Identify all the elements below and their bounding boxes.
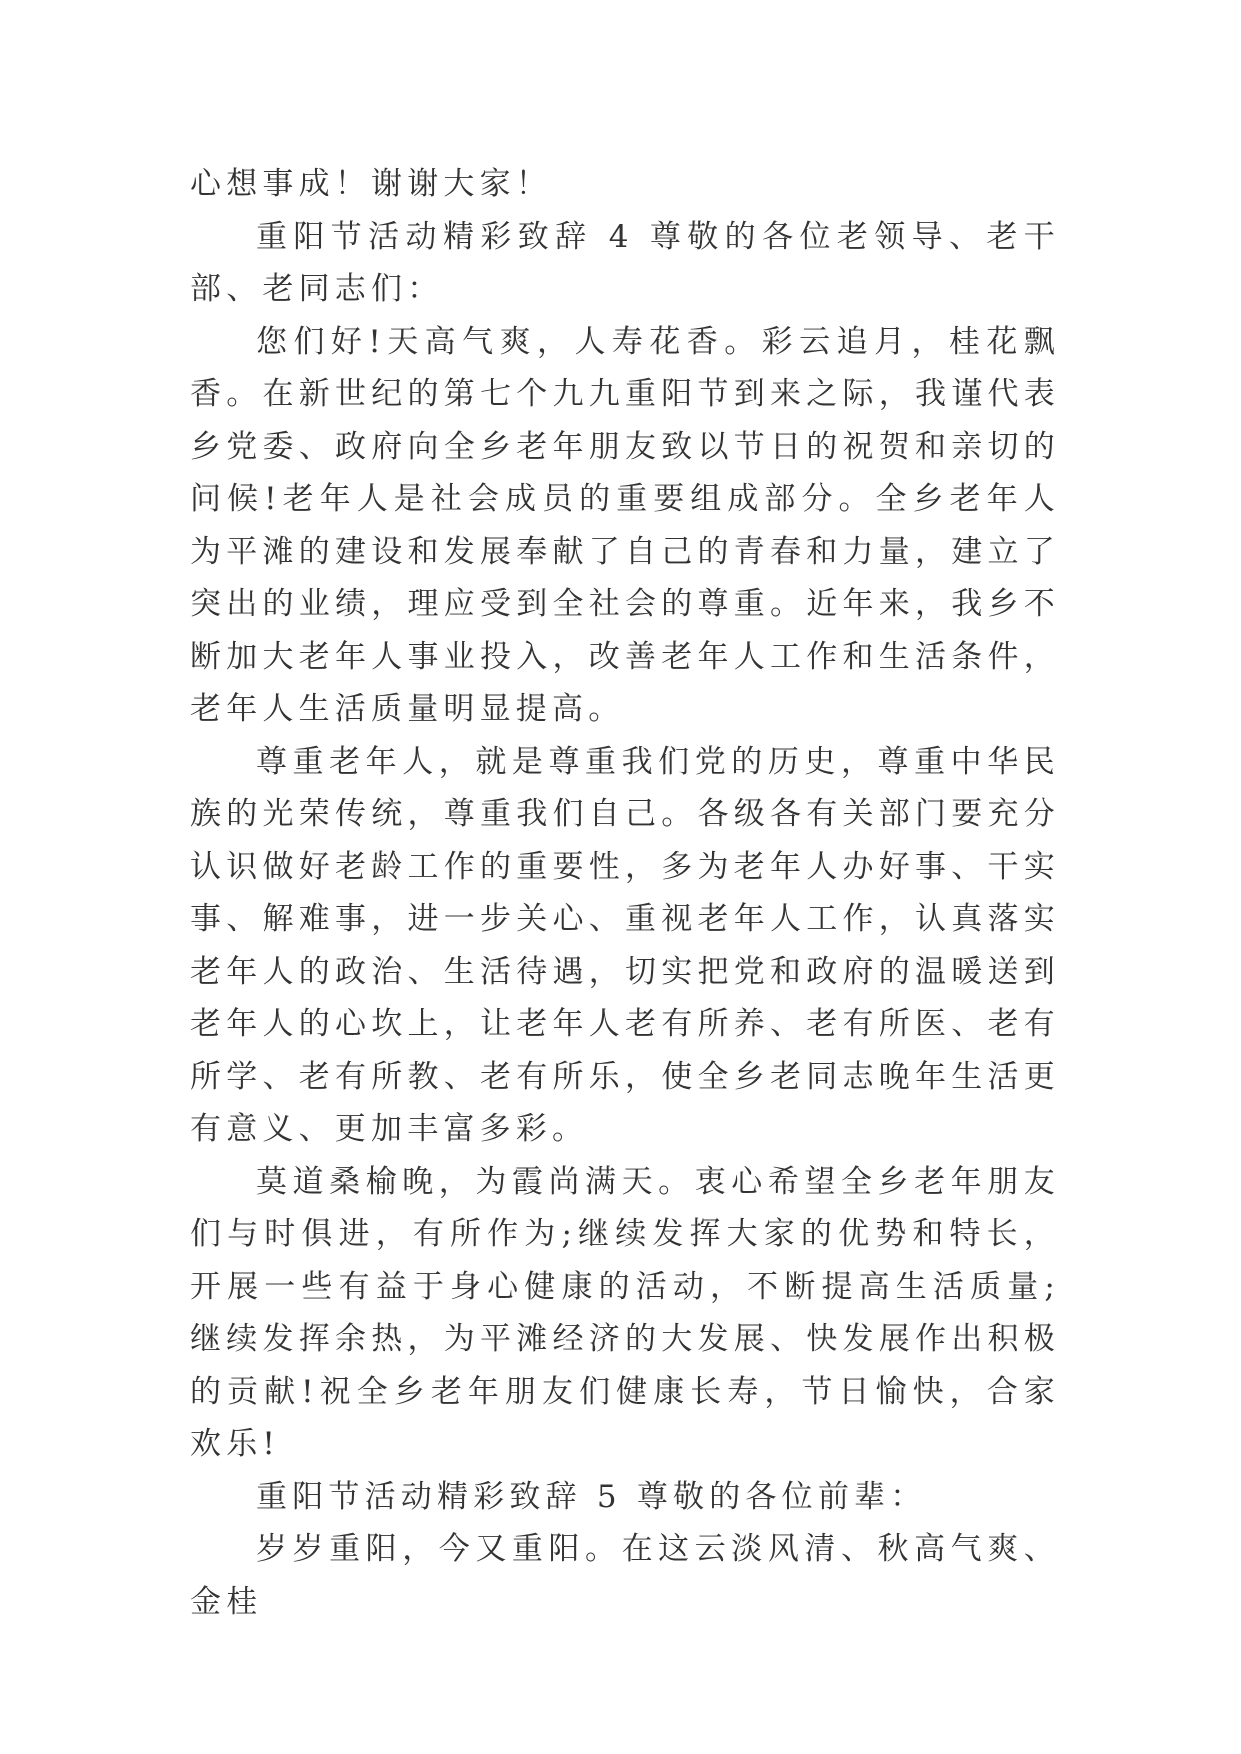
document-body [190,158,1060,1628]
paragraph-1: 心想事成！谢谢大家！ [190,166,552,202]
paragraph-7: 岁岁重阳，今又重阳。在这云淡风清、秋高气爽、金桂 [190,1531,1060,1620]
paragraph-5: 莫道桑榆晚，为霞尚满天。衷心希望全乡老年朋友们与时俱进，有所作为;继续发挥大家的优势和特长，开展一些有益于身心健康的活动，不断提高生活质量;继续发挥余热，为平滩经济的大发展、快发展作出积极的贡献!祝全乡老年朋友们健康长寿，节日愉快，合家欢乐! [190,1163,1060,1462]
paragraph-2: 重阳节活动精彩致辞 4 尊敬的各位老领导、老干部、老同志们： [190,218,1060,307]
paragraph-6: 重阳节活动精彩致辞 5 尊敬的各位前辈： [256,1478,927,1515]
paragraph-3: 您们好!天高气爽，人寿花香。彩云追月，桂花飘香。在新世纪的第七个九九重阳节到来之际，我谨代表乡党委、政府向全乡老年朋友致以节日的祝贺和亲切的问候!老年人是社会成员的重要组成部分。全乡老年人为平滩的建设和发展奉献了自己的青春和力量，建立了突出的业绩，理应受到全社会的尊重。近年来，我乡不断加大老年人事业投入，改善老年人工作和生活条件，老年人生活质量明显提高。 [190,323,1060,727]
paragraph-4: 尊重老年人，就是尊重我们党的历史，尊重中华民族的光荣传统，尊重我们自己。各级各有关部门要充分认识做好老龄工作的重要性，多为老年人办好事、干实事、解难事，进一步关心、重视老年人工作，认真落实老年人的政治、生活待遇，切实把党和政府的温暖送到老年人的心坎上，让老年人老有所养、老有所医、老有所学、老有所教、老有所乐，使全乡老同志晚年生活更有意义、更加丰富多彩。 [190,743,1060,1147]
